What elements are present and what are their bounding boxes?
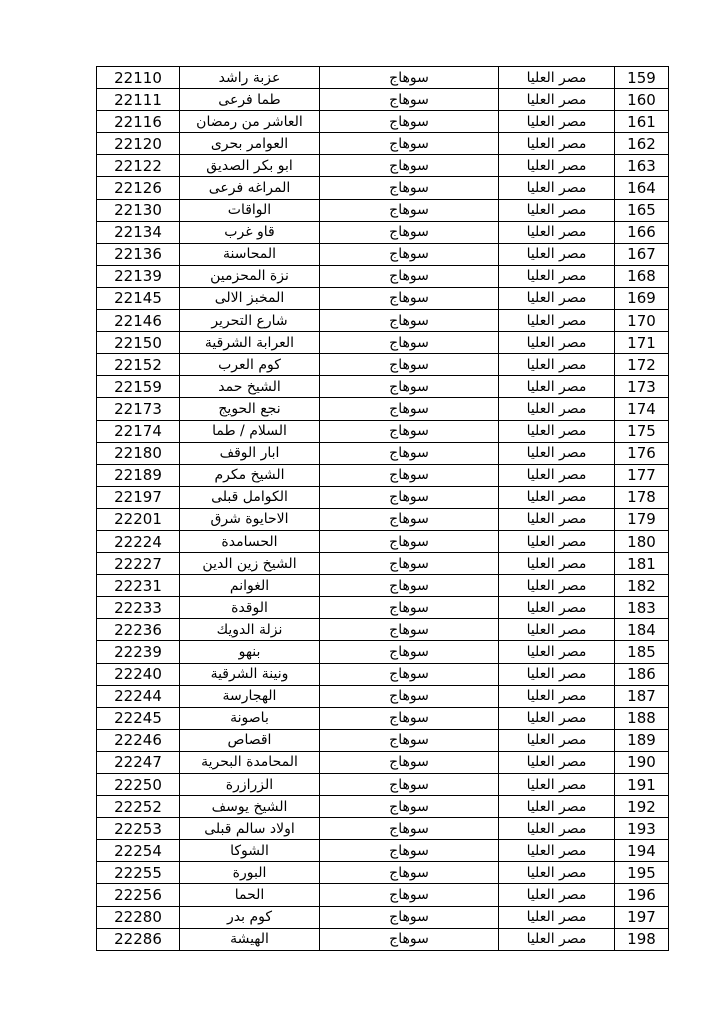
row-number-cell: 180 <box>615 530 669 552</box>
governorate-cell: سوهاج <box>320 398 499 420</box>
postal-code-cell: 22146 <box>97 310 180 332</box>
region-cell: مصر العليا <box>499 89 615 111</box>
row-number-cell: 184 <box>615 619 669 641</box>
governorate-cell: سوهاج <box>320 67 499 89</box>
row-number-cell: 178 <box>615 486 669 508</box>
region-cell: مصر العليا <box>499 619 615 641</box>
postal-code-cell: 22122 <box>97 155 180 177</box>
village-name-cell: ابو بكر الصديق <box>180 155 320 177</box>
governorate-cell: سوهاج <box>320 796 499 818</box>
postal-code-cell: 22145 <box>97 287 180 309</box>
row-number-cell: 175 <box>615 420 669 442</box>
table-row <box>97 774 669 796</box>
row-number-cell: 188 <box>615 707 669 729</box>
row-number-cell: 173 <box>615 376 669 398</box>
governorate-cell: سوهاج <box>320 553 499 575</box>
table-row <box>97 597 669 619</box>
governorate-cell: سوهاج <box>320 265 499 287</box>
postal-code-cell: 22174 <box>97 420 180 442</box>
governorate-cell: سوهاج <box>320 133 499 155</box>
postal-code-cell: 22233 <box>97 597 180 619</box>
table-row <box>97 906 669 928</box>
region-cell: مصر العليا <box>499 685 615 707</box>
table-row <box>97 354 669 376</box>
governorate-cell: سوهاج <box>320 663 499 685</box>
table-row <box>97 796 669 818</box>
governorate-cell: سوهاج <box>320 575 499 597</box>
postal-code-cell: 22252 <box>97 796 180 818</box>
row-number-cell: 198 <box>615 928 669 950</box>
table-row <box>97 685 669 707</box>
table-row <box>97 221 669 243</box>
village-name-cell: ابار الوقف <box>180 442 320 464</box>
village-name-cell: البورة <box>180 862 320 884</box>
row-number-cell: 164 <box>615 177 669 199</box>
table-row <box>97 177 669 199</box>
village-name-cell: كوم بدر <box>180 906 320 928</box>
row-number-cell: 189 <box>615 729 669 751</box>
table-row <box>97 199 669 221</box>
region-cell: مصر العليا <box>499 155 615 177</box>
village-name-cell: الشيخ زين الدين <box>180 553 320 575</box>
row-number-cell: 179 <box>615 508 669 530</box>
governorate-cell: سوهاج <box>320 287 499 309</box>
governorate-cell: سوهاج <box>320 928 499 950</box>
governorate-cell: سوهاج <box>320 177 499 199</box>
governorate-cell: سوهاج <box>320 310 499 332</box>
region-cell: مصر العليا <box>499 464 615 486</box>
region-cell: مصر العليا <box>499 575 615 597</box>
postal-code-cell: 22159 <box>97 376 180 398</box>
village-name-cell: المحاسنة <box>180 243 320 265</box>
region-cell: مصر العليا <box>499 442 615 464</box>
village-name-cell: نجع الحويج <box>180 398 320 420</box>
village-name-cell: الغوانم <box>180 575 320 597</box>
postal-code-cell: 22253 <box>97 818 180 840</box>
row-number-cell: 166 <box>615 221 669 243</box>
row-number-cell: 161 <box>615 111 669 133</box>
region-cell: مصر العليا <box>499 67 615 89</box>
postal-code-cell: 22240 <box>97 663 180 685</box>
region-cell: مصر العليا <box>499 508 615 530</box>
table-row <box>97 243 669 265</box>
table-row <box>97 89 669 111</box>
village-name-cell: السلام / طما <box>180 420 320 442</box>
village-name-cell: الشيخ مكرم <box>180 464 320 486</box>
region-cell: مصر العليا <box>499 221 615 243</box>
village-name-cell: نزلة الدويك <box>180 619 320 641</box>
governorate-cell: سوهاج <box>320 685 499 707</box>
postal-code-cell: 22231 <box>97 575 180 597</box>
table-row <box>97 707 669 729</box>
row-number-cell: 195 <box>615 862 669 884</box>
governorate-cell: سوهاج <box>320 884 499 906</box>
governorate-cell: سوهاج <box>320 354 499 376</box>
postal-code-cell: 22197 <box>97 486 180 508</box>
table-row <box>97 67 669 89</box>
region-cell: مصر العليا <box>499 530 615 552</box>
table-row <box>97 464 669 486</box>
table-row <box>97 287 669 309</box>
row-number-cell: 182 <box>615 575 669 597</box>
postal-code-cell: 22116 <box>97 111 180 133</box>
village-name-cell: الحسامدة <box>180 530 320 552</box>
region-cell: مصر العليا <box>499 840 615 862</box>
table-row <box>97 641 669 663</box>
table-row <box>97 376 669 398</box>
row-number-cell: 190 <box>615 751 669 773</box>
row-number-cell: 191 <box>615 774 669 796</box>
region-cell: مصر العليا <box>499 133 615 155</box>
region-cell: مصر العليا <box>499 177 615 199</box>
postal-code-cell: 22126 <box>97 177 180 199</box>
row-number-cell: 159 <box>615 67 669 89</box>
village-name-cell: المخبز الالى <box>180 287 320 309</box>
region-cell: مصر العليا <box>499 486 615 508</box>
postal-code-cell: 22110 <box>97 67 180 89</box>
village-name-cell: الاحايوة شرق <box>180 508 320 530</box>
postal-code-cell: 22139 <box>97 265 180 287</box>
table-row <box>97 420 669 442</box>
region-cell: مصر العليا <box>499 354 615 376</box>
governorate-cell: سوهاج <box>320 111 499 133</box>
table-row <box>97 265 669 287</box>
governorate-cell: سوهاج <box>320 597 499 619</box>
table-row <box>97 310 669 332</box>
table-body <box>97 67 669 951</box>
table-row <box>97 111 669 133</box>
village-name-cell: كوم العرب <box>180 354 320 376</box>
postal-code-cell: 22247 <box>97 751 180 773</box>
village-name-cell: العاشر من رمضان <box>180 111 320 133</box>
village-name-cell: اولاد سالم قبلى <box>180 818 320 840</box>
governorate-cell: سوهاج <box>320 818 499 840</box>
village-name-cell: طما فرعى <box>180 89 320 111</box>
region-cell: مصر العليا <box>499 553 615 575</box>
postal-code-cell: 22245 <box>97 707 180 729</box>
row-number-cell: 197 <box>615 906 669 928</box>
table-row <box>97 862 669 884</box>
region-cell: مصر العليا <box>499 906 615 928</box>
governorate-cell: سوهاج <box>320 906 499 928</box>
village-name-cell: الواقات <box>180 199 320 221</box>
governorate-cell: سوهاج <box>320 89 499 111</box>
region-cell: مصر العليا <box>499 265 615 287</box>
governorate-cell: سوهاج <box>320 420 499 442</box>
village-name-cell: المحامدة البحرية <box>180 751 320 773</box>
table-row <box>97 442 669 464</box>
governorate-cell: سوهاج <box>320 442 499 464</box>
village-name-cell: الشيخ حمد <box>180 376 320 398</box>
postal-code-cell: 22189 <box>97 464 180 486</box>
postal-code-cell: 22120 <box>97 133 180 155</box>
village-name-cell: الهجارسة <box>180 685 320 707</box>
region-cell: مصر العليا <box>499 729 615 751</box>
governorate-cell: سوهاج <box>320 774 499 796</box>
village-name-cell: باصونة <box>180 707 320 729</box>
region-cell: مصر العليا <box>499 398 615 420</box>
table-row <box>97 508 669 530</box>
table-row <box>97 818 669 840</box>
row-number-cell: 168 <box>615 265 669 287</box>
postal-code-cell: 22130 <box>97 199 180 221</box>
row-number-cell: 187 <box>615 685 669 707</box>
governorate-cell: سوهاج <box>320 840 499 862</box>
postal-code-cell: 22280 <box>97 906 180 928</box>
postal-code-cell: 22239 <box>97 641 180 663</box>
table-row <box>97 619 669 641</box>
row-number-cell: 183 <box>615 597 669 619</box>
table-row <box>97 751 669 773</box>
postal-code-cell: 22246 <box>97 729 180 751</box>
village-name-cell: الحما <box>180 884 320 906</box>
region-cell: مصر العليا <box>499 287 615 309</box>
region-cell: مصر العليا <box>499 774 615 796</box>
row-number-cell: 176 <box>615 442 669 464</box>
village-name-cell: العرابة الشرقية <box>180 332 320 354</box>
region-cell: مصر العليا <box>499 111 615 133</box>
governorate-cell: سوهاج <box>320 155 499 177</box>
row-number-cell: 186 <box>615 663 669 685</box>
region-cell: مصر العليا <box>499 420 615 442</box>
village-name-cell: الشوكا <box>180 840 320 862</box>
governorate-cell: سوهاج <box>320 243 499 265</box>
postal-code-cell: 22150 <box>97 332 180 354</box>
row-number-cell: 192 <box>615 796 669 818</box>
governorate-cell: سوهاج <box>320 221 499 243</box>
row-number-cell: 177 <box>615 464 669 486</box>
table-row <box>97 332 669 354</box>
village-name-cell: قاو غرب <box>180 221 320 243</box>
village-name-cell: نزة المحزمين <box>180 265 320 287</box>
region-cell: مصر العليا <box>499 862 615 884</box>
village-name-cell: المراغه فرعى <box>180 177 320 199</box>
row-number-cell: 194 <box>615 840 669 862</box>
village-name-cell: ونينة الشرقية <box>180 663 320 685</box>
row-number-cell: 193 <box>615 818 669 840</box>
postal-code-cell: 22254 <box>97 840 180 862</box>
postal-code-cell: 22201 <box>97 508 180 530</box>
governorate-cell: سوهاج <box>320 707 499 729</box>
region-cell: مصر العليا <box>499 310 615 332</box>
governorate-cell: سوهاج <box>320 508 499 530</box>
postal-code-cell: 22224 <box>97 530 180 552</box>
table-row <box>97 133 669 155</box>
village-name-cell: الوقدة <box>180 597 320 619</box>
postal-code-cell: 22136 <box>97 243 180 265</box>
governorate-cell: سوهاج <box>320 332 499 354</box>
region-cell: مصر العليا <box>499 597 615 619</box>
postal-code-cell: 22227 <box>97 553 180 575</box>
table-row <box>97 884 669 906</box>
postal-code-cell: 22173 <box>97 398 180 420</box>
region-cell: مصر العليا <box>499 884 615 906</box>
postal-code-cell: 22244 <box>97 685 180 707</box>
region-cell: مصر العليا <box>499 243 615 265</box>
region-cell: مصر العليا <box>499 928 615 950</box>
governorate-cell: سوهاج <box>320 619 499 641</box>
row-number-cell: 167 <box>615 243 669 265</box>
governorate-cell: سوهاج <box>320 530 499 552</box>
table-row <box>97 663 669 685</box>
governorate-cell: سوهاج <box>320 486 499 508</box>
post-office-table <box>96 66 669 951</box>
postal-code-cell: 22250 <box>97 774 180 796</box>
row-number-cell: 174 <box>615 398 669 420</box>
governorate-cell: سوهاج <box>320 464 499 486</box>
region-cell: مصر العليا <box>499 376 615 398</box>
region-cell: مصر العليا <box>499 199 615 221</box>
row-number-cell: 163 <box>615 155 669 177</box>
governorate-cell: سوهاج <box>320 376 499 398</box>
row-number-cell: 171 <box>615 332 669 354</box>
region-cell: مصر العليا <box>499 663 615 685</box>
row-number-cell: 170 <box>615 310 669 332</box>
postal-code-cell: 22134 <box>97 221 180 243</box>
village-name-cell: الزرازرة <box>180 774 320 796</box>
table-row <box>97 928 669 950</box>
village-name-cell: شارع التحرير <box>180 310 320 332</box>
village-name-cell: الهيشة <box>180 928 320 950</box>
governorate-cell: سوهاج <box>320 199 499 221</box>
row-number-cell: 162 <box>615 133 669 155</box>
governorate-cell: سوهاج <box>320 729 499 751</box>
region-cell: مصر العليا <box>499 707 615 729</box>
table-row <box>97 530 669 552</box>
village-name-cell: الكوامل قبلى <box>180 486 320 508</box>
row-number-cell: 160 <box>615 89 669 111</box>
table-row <box>97 398 669 420</box>
row-number-cell: 185 <box>615 641 669 663</box>
region-cell: مصر العليا <box>499 751 615 773</box>
row-number-cell: 169 <box>615 287 669 309</box>
village-name-cell: العوامر بحرى <box>180 133 320 155</box>
table-row <box>97 553 669 575</box>
region-cell: مصر العليا <box>499 332 615 354</box>
table-row <box>97 840 669 862</box>
village-name-cell: الشيخ يوسف <box>180 796 320 818</box>
region-cell: مصر العليا <box>499 641 615 663</box>
village-name-cell: بنهو <box>180 641 320 663</box>
postal-code-cell: 22180 <box>97 442 180 464</box>
table-row <box>97 155 669 177</box>
postal-code-cell: 22236 <box>97 619 180 641</box>
table-row <box>97 486 669 508</box>
postal-code-cell: 22256 <box>97 884 180 906</box>
governorate-cell: سوهاج <box>320 751 499 773</box>
village-name-cell: اقصاص <box>180 729 320 751</box>
table-row <box>97 729 669 751</box>
table-row <box>97 575 669 597</box>
village-name-cell: عزبة راشد <box>180 67 320 89</box>
region-cell: مصر العليا <box>499 796 615 818</box>
postal-code-cell: 22255 <box>97 862 180 884</box>
governorate-cell: سوهاج <box>320 862 499 884</box>
row-number-cell: 172 <box>615 354 669 376</box>
postal-code-cell: 22111 <box>97 89 180 111</box>
region-cell: مصر العليا <box>499 818 615 840</box>
postal-code-cell: 22286 <box>97 928 180 950</box>
row-number-cell: 196 <box>615 884 669 906</box>
row-number-cell: 165 <box>615 199 669 221</box>
row-number-cell: 181 <box>615 553 669 575</box>
governorate-cell: سوهاج <box>320 641 499 663</box>
postal-code-cell: 22152 <box>97 354 180 376</box>
